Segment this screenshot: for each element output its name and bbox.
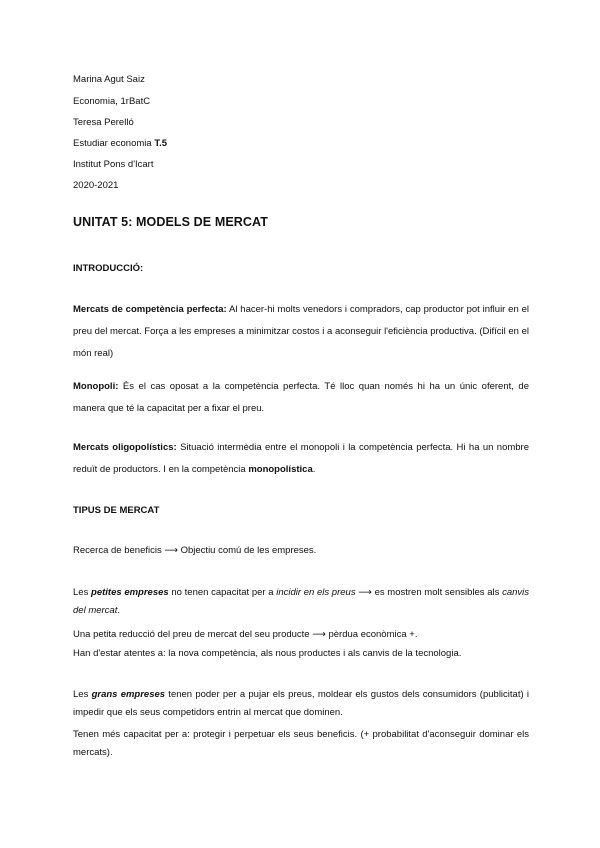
teacher-name: Teresa Perelló	[73, 117, 134, 128]
author-name: Marina Agut Saiz	[73, 74, 145, 85]
perfect-term: Mercats de competència perfecta:	[73, 304, 227, 315]
small-line-2: Una petita reducció del preu de mercat del seu producte ⟶ pèrdua econòmica +.	[73, 629, 418, 640]
monopoly-text: És el cas oposat a la competència perfecta. Té lloc quan només hi ha un únic oferent, de manera que té la capacitat per a fixar el preu.	[73, 381, 529, 414]
oligopoly-paragraph	[73, 437, 529, 481]
small-p3: no tenen capacitat per a	[168, 587, 277, 598]
oligopoly-bold-end: monopolística	[248, 464, 313, 475]
perfect-text: Al hacer-hi molts venedors i compradors, cap productor pot influir en el preu del mercat. Força a les empreses a minimitzar costos i a aconseguir l'eficiència productiva. (Difícil en el món real)	[73, 304, 529, 359]
intro-heading: INTRODUCCIÓ:	[73, 263, 144, 274]
small-p1: Les	[73, 587, 92, 598]
small-companies-paragraph	[73, 584, 529, 620]
large-p2: grans empreses	[91, 689, 166, 700]
types-heading: TIPUS DE MERCAT	[73, 505, 160, 516]
subject-topic: T.5	[154, 138, 168, 149]
oligopoly-term: Mercats oligopolístics:	[73, 442, 177, 453]
large-p1: Les	[73, 689, 92, 700]
page-title: UNITAT 5: MODELS DE MERCAT	[73, 215, 268, 229]
profit-line: Recerca de beneficis ⟶ Objectiu comú de les empreses.	[73, 545, 317, 556]
small-p4: incidir en els preus	[276, 587, 356, 598]
school-name: Institut Pons d'Icart	[73, 159, 154, 170]
small-p7: .	[117, 605, 120, 616]
large-line-2: Tenen més capacitat per a: protegir i perpetuar els seus beneficis. (+ probabilitat d'aconseguir dominar els mercats).	[73, 729, 529, 758]
subject-line	[73, 138, 167, 150]
perfect-competition-paragraph	[73, 299, 529, 365]
small-p2: petites empreses	[91, 587, 169, 598]
monopoly-paragraph	[73, 376, 529, 420]
oligopoly-end: .	[312, 464, 316, 475]
small-line-3: Han d'estar atentes a: la nova competència, als nous productes i als canvis de la tecnologia.	[73, 648, 462, 659]
monopoly-term: Monopoli:	[73, 381, 119, 392]
oligopoly-text: Situació intermèdia entre el monopoli i la competència perfecta. Hi ha un nombre reduït de productors. I en la competència	[73, 442, 530, 475]
large-companies-paragraph	[73, 686, 529, 722]
large-p3: tenen poder per a pujar els preus, moldear els gustos dels consumidors (publicitat) i impedir que els seus competidors entrin al mercat que dominen.	[73, 689, 529, 718]
small-p6: canvis del mercat	[73, 587, 529, 616]
small-p5: ⟶ es mostren molt sensibles als	[355, 587, 503, 598]
school-year: 2020-2021	[73, 180, 119, 191]
course-name: Economia, 1rBatC	[73, 96, 151, 107]
subject-text: Estudiar economia	[73, 138, 155, 149]
